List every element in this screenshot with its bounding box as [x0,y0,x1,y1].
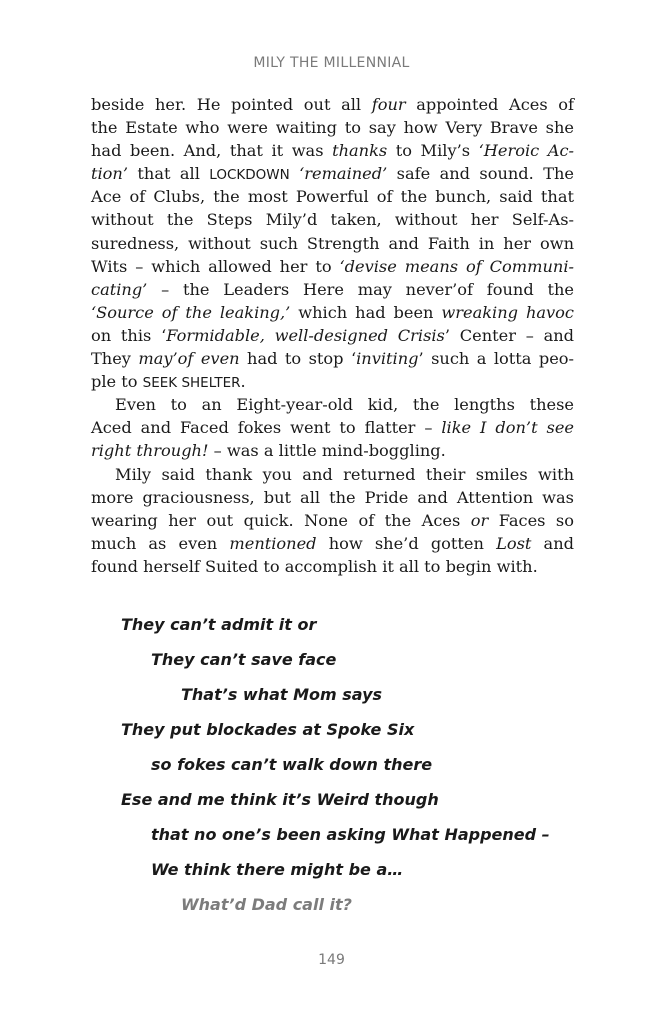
prose-line: the Estate who were waiting to say how Very Brave she [91,118,574,138]
prose-line: ple to SEEK SHELTER. [91,372,246,392]
prose-line: suredness, without such Strength and Faith in her own [91,233,574,253]
prose-line: Even to an Eight-year-old kid, the lengths these [115,395,574,415]
prose-line: beside her. He pointed out all four appointed Aces of [91,95,574,114]
verse-line: Ese and me think it’s Weird though [121,790,439,809]
prose-line: Mily said thank you and returned their smiles with [115,464,574,484]
prose-line: had been. And, that it was thanks to Mily’s ‘Heroic Ac- [91,141,574,161]
prose-line: wearing her out quick. None of the Aces or Faces so [91,510,574,530]
verse-line-faded: What’d Dad call it? [181,895,352,914]
prose-line: on this ‘Formidable, well-designed Crisis’ Center – and [91,325,575,345]
prose-line: tion’ that all LOCKDOWN ‘remained’ safe and sound. The [91,164,575,184]
prose-line: much as even mentioned how she’d gotten Lost and [91,533,574,553]
prose-line: without the Steps Mily’d taken, without her Self-As- [91,210,574,230]
verse-line: We think there might be a… [151,860,404,879]
running-header: MILY THE MILLENNIAL [253,55,410,71]
handwritten-verse [121,610,550,925]
prose-body [91,93,574,578]
prose-line: Ace of Clubs, the most Powerful of the bunch, said that [91,187,574,207]
verse-line: That’s what Mom says [181,685,383,704]
prose-line: ‘Source of the leaking,’ which had been wreaking havoc [91,302,574,322]
verse-line: They can’t admit it or [121,615,317,634]
prose-line: more graciousness, but all the Pride and Attention was [91,487,574,507]
prose-line: right through! – was a little mind-boggling. [91,441,446,461]
prose-line: cating’ – the Leaders Here may never’of found the [91,279,574,299]
prose-line: Wits – which allowed her to ‘devise means of Communi- [91,256,574,276]
page-number: 149 [318,952,345,968]
verse-line: They put blockades at Spoke Six [121,720,415,739]
verse-line: so fokes can’t walk down there [151,755,433,774]
prose-line: Aced and Faced fokes went to flatter – like I don’t see [91,418,574,438]
verse-line: that no one’s been asking What Happened – [151,825,550,844]
prose-line: They may’of even had to stop ‘inviting’ such a lotta peo- [91,349,575,369]
verse-line: They can’t save face [151,650,337,669]
prose-line: found herself Suited to accomplish it all to begin with. [91,556,538,576]
